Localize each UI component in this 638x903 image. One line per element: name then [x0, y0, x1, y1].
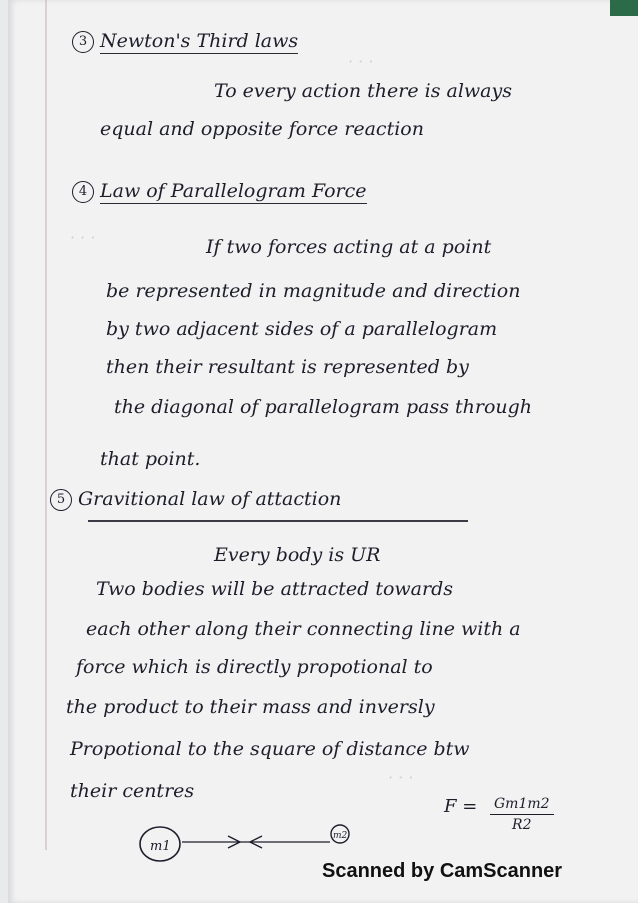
- body-line: If two forces acting at a point: [206, 236, 492, 258]
- heading-text: Gravitional law of attaction: [78, 488, 342, 510]
- heading-text: Law of Parallelogram Force: [100, 180, 367, 202]
- section-subheading: Every body is UR: [214, 544, 381, 566]
- body-line: To every action there is always: [214, 80, 512, 102]
- mass-label-right: m2: [333, 831, 348, 841]
- heading-text: Newton's Third laws: [100, 30, 299, 52]
- body-line: equal and opposite force reaction: [100, 118, 424, 140]
- body-line: their centres: [70, 780, 195, 802]
- body-line: each other along their connecting line with a: [86, 618, 521, 640]
- body-line: Propotional to the square of distance btw: [70, 738, 470, 760]
- bleed-through-text: · · ·: [70, 228, 96, 247]
- body-line: that point.: [100, 448, 201, 470]
- body-line: the diagonal of parallelogram pass through: [114, 396, 533, 418]
- formula-numerator: Gm1m2: [490, 796, 554, 815]
- body-line: force which is directly propotional to: [76, 656, 433, 678]
- body-line: the product to their mass and inversly: [66, 696, 435, 718]
- body-line: be represented in magnitude and direction: [106, 280, 521, 302]
- section-number: 3: [72, 31, 94, 53]
- mass-label-left: m1: [150, 839, 171, 854]
- section-number: 5: [50, 489, 72, 511]
- body-line: by two adjacent sides of a parallelogram: [106, 318, 498, 340]
- bleed-through-text: · · ·: [348, 52, 374, 71]
- bleed-through-text: · · ·: [388, 768, 414, 787]
- body-line: then their resultant is represented by: [106, 356, 469, 378]
- formula-fraction: [490, 796, 554, 833]
- formula-lhs: F =: [444, 796, 478, 817]
- body-line: Two bodies will be attracted towards: [96, 578, 453, 600]
- scanner-watermark: Scanned by CamScanner: [322, 860, 563, 882]
- formula-denominator: R2: [512, 817, 532, 833]
- section-number: 4: [72, 181, 94, 203]
